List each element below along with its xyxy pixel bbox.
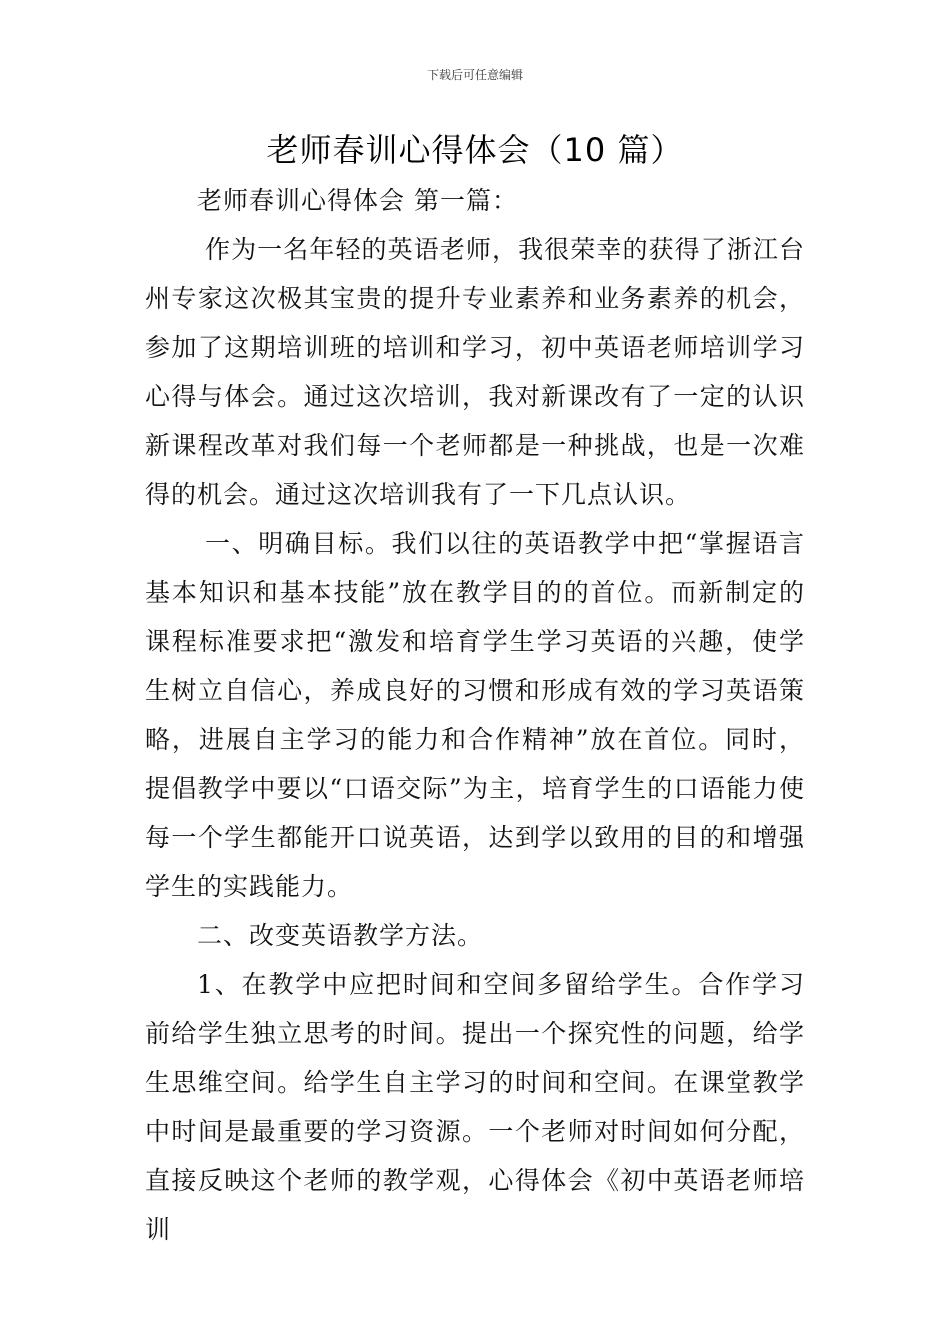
paragraph: 作为一名年轻的英语老师，我很荣幸的获得了浙江台州专家这次极其宝贵的提升专业素养和业务素养的机会，参加了这期培训班的培训和学习，初中英语老师培训学习心得与体会。通过这次培训，我对新课改有了一定的认识新课程改革对我们每一个老师都是一种挑战，也是一次难得的机会。通过这次培训我有了一下几点认识。 [145,235,805,509]
document-body [145,176,805,1254]
paragraph: 二、改变英语教学方法。 [197,921,484,950]
paragraph: 一、明确目标。我们以往的英语教学中把“掌握语言基本知识和基本技能”放在教学目的的首位。而新制定的课程标准要求把“激发和培育学生学习英语的兴趣，使学生树立自信心，养成良好的习惯和形成有效的学习英语策略，进展自主学习的能力和合作精神”放在首位。同时，提倡教学中要以“口语交际”为主，培育学生的口语能力使每一个学生都能开口说英语，达到学以致用的目的和增强学生的实践能力。 [145,529,805,901]
paragraph: 1、在教学中应把时间和空间多留给学生。合作学习前给学生独立思考的时间。提出一个探究性的问题，给学生思维空间。给学生自主学习的时间和空间。在课堂教学中时间是最重要的学习资源。一个老师对时间如何分配，直接反映这个老师的教学观，心得体会《初中英语老师培训 [145,970,805,1244]
page-header-note: 下载后可任意编辑 [426,68,523,82]
section-heading: 老师春训心得体会 第一篇： [197,186,518,215]
document-title: 老师春训心得体会（10 篇） [266,131,684,169]
